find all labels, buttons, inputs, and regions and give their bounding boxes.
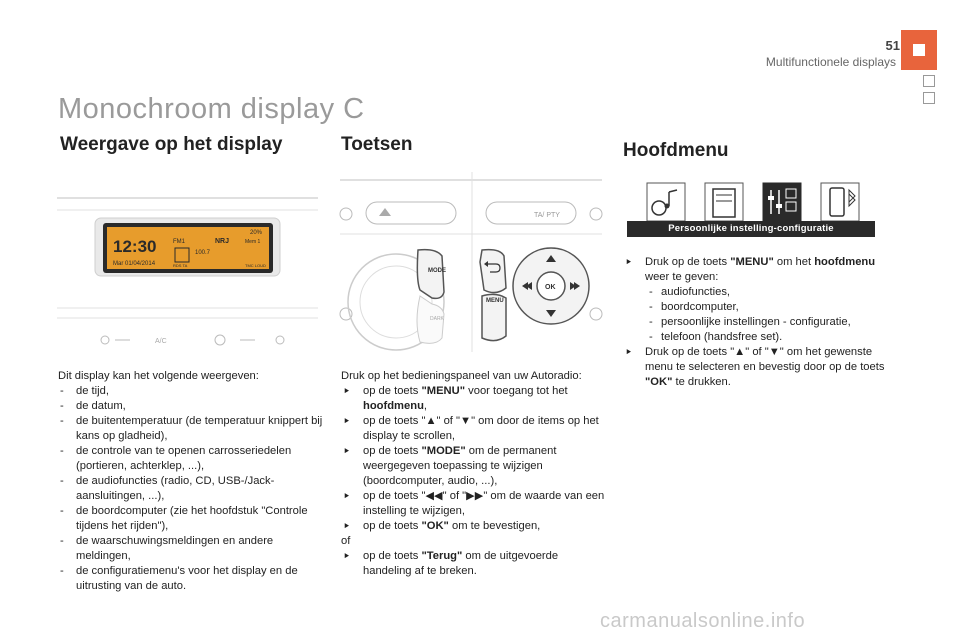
list-item: ⯈ Druk op de toets "▲" of "▼" om het gewenste menu te selecteren en bevestig door op de toets "OK" te drukken. — [625, 346, 885, 388]
list-item: - de controle van te openen carrosseriedelen (portieren, achterklep, ...), — [60, 445, 292, 472]
trip-computer-menu-icon — [705, 183, 743, 221]
main-menu-description — [623, 255, 888, 390]
section-heading-display: Weergave op het display — [60, 134, 283, 155]
display-date: Mar 01/04/2014 — [113, 261, 156, 267]
display-memory: Mem 1 — [245, 239, 261, 245]
list-item: - de audiofuncties (radio, CD, USB-/Jack-aansluitingen, ...), — [60, 475, 275, 502]
list-item: ⯈ op de toets "MENU" voor toegang tot het hoofdmenu, — [343, 385, 568, 412]
ac-label: A/C — [155, 338, 167, 345]
list-item: - boordcomputer, — [649, 301, 739, 313]
list-item: ⯈ op de toets "Terug" om de uitgevoerde handeling af te breken. — [343, 550, 559, 577]
mode-button[interactable] — [417, 250, 444, 299]
menu-selection-bar: Persoonlijke instelling-configuratie — [668, 223, 834, 234]
page-number: 51 — [885, 38, 900, 53]
main-menu-illustration — [625, 178, 880, 240]
chapter-tab — [901, 30, 937, 70]
display-time: 12:30 — [113, 237, 157, 256]
watermark: carmanualsonline.info — [600, 610, 806, 632]
bullet-arrow-icon: ⯈ — [343, 386, 351, 396]
bullet-arrow-icon: ⯈ — [343, 446, 351, 456]
eject-icon — [379, 208, 391, 216]
dashboard-display-illustration — [55, 190, 320, 365]
mode-label: MODE — [428, 268, 446, 274]
list-item: ⯈ op de toets "MODE" om de permanent weergegeven toepassing te wijzigen (boordcomputer, audio, ...), — [343, 445, 557, 487]
intro-text: Druk op het bedieningspaneel van uw Autoradio: — [341, 370, 582, 382]
display-station: NRJ — [215, 238, 230, 245]
page-title: Monochroom display C — [58, 93, 365, 125]
nav-square-icon — [923, 75, 935, 87]
list-item: - de waarschuwingsmeldingen en andere meldingen, — [60, 535, 274, 562]
list-item: ⯈ op de toets "OK" om te bevestigen, — [343, 520, 541, 532]
settings-menu-icon — [763, 183, 801, 221]
menu-label: MENU — [486, 298, 504, 304]
bullet-arrow-icon: ⯈ — [625, 347, 633, 357]
display-volume: 20% — [250, 230, 263, 236]
list-item: - telefoon (handsfree set). — [649, 331, 783, 343]
back-button[interactable] — [480, 250, 506, 293]
or-text: of — [341, 535, 351, 547]
list-item: ⯈ op de toets "◀◀" of "▶▶" om de waarde van een instelling te wijzigen, — [343, 490, 605, 517]
display-source: FM1 — [173, 239, 185, 245]
section-heading-keys: Toetsen — [341, 134, 413, 155]
ta-pty-label: TA/ PTY — [534, 212, 560, 219]
control-panel-illustration — [336, 172, 606, 352]
list-item: - de boordcomputer (zie het hoofdstuk "Controle tijdens het rijden"), — [60, 505, 308, 532]
bullet-arrow-icon: ⯈ — [343, 416, 351, 426]
bullet-arrow-icon: ⯈ — [343, 521, 351, 531]
audio-menu-icon — [647, 183, 685, 221]
list-item: - audiofuncties, — [649, 286, 731, 298]
bullet-arrow-icon: ⯈ — [343, 491, 351, 501]
display-flags-right: TMC LOUD — [245, 263, 266, 268]
phone-menu-icon — [821, 183, 859, 221]
ok-label: OK — [545, 284, 556, 291]
nav-square-icon — [923, 92, 935, 104]
list-item: - persoonlijke instellingen - configuratie, — [649, 316, 851, 328]
display-description — [58, 369, 323, 594]
section-heading-main-menu: Hoofdmenu — [623, 140, 729, 161]
dark-label: DARK — [430, 316, 444, 322]
list-item: - de datum, — [60, 400, 126, 412]
list-item: - de buitentemperatuur (de temperatuur knippert bij kans op gladheid), — [60, 415, 323, 442]
bullet-arrow-icon: ⯈ — [625, 257, 633, 267]
section-title: Multifunctionele displays — [765, 55, 896, 69]
list-item: - de tijd, — [60, 385, 109, 397]
display-flags-left: RDS TA — [173, 263, 188, 268]
list-item: ⯈ Druk op de toets "MENU" om het hoofdmenu weer te geven: — [625, 256, 876, 283]
bullet-arrow-icon: ⯈ — [343, 551, 351, 561]
intro-text: Dit display kan het volgende weergeven: — [58, 370, 259, 382]
list-item: ⯈ op de toets "▲" of "▼" om door de items op het display te scrollen, — [343, 415, 599, 442]
list-item: - de configuratiemenu's voor het display en de uitrusting van de auto. — [60, 565, 298, 592]
display-frequency: 100.7 — [195, 250, 211, 256]
keys-description — [341, 369, 606, 579]
